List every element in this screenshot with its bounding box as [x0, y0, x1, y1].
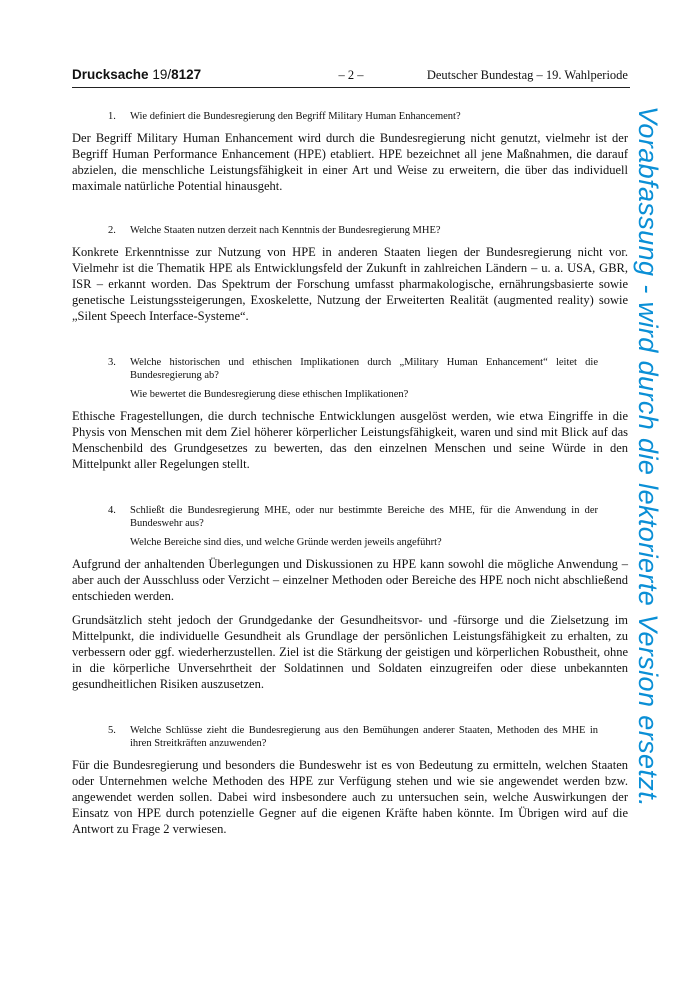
question-number: 4. — [108, 505, 116, 516]
answer-paragraph: Ethische Fragestellungen, die durch technische Entwicklungen ausgelöst werden, wie etwa Eingriffe in die Physis von Menschen mit dem Ziel höherer körperlicher Leistungsfähigkeit, waren und sind mit Blick auf das Menschenbild des Grundgesetzes zu bewerten, das den einzelnen Menschen und seine Würde in den Mittelpunkt aller Regelungen stellt. — [72, 409, 628, 471]
question — [108, 356, 598, 382]
question — [108, 504, 598, 530]
doc-type-label: Drucksache — [72, 67, 149, 82]
question — [108, 110, 598, 123]
question-text: Welche Staaten nutzen derzeit nach Kenntnis der Bundesregierung MHE? — [130, 225, 441, 236]
qa-block-3 — [72, 356, 628, 472]
doc-number-prefix: 19/ — [152, 67, 172, 82]
page-header — [72, 67, 630, 88]
sub-question-text: Welche Bereiche sind dies, und welche Gründe werden jeweils angeführt? — [130, 537, 442, 548]
answer-paragraph: Aufgrund der anhaltenden Überlegungen und Diskussionen zu HPE kann sowohl die mögliche Anwendung – aber auch der Ausschluss oder Verzicht – einzelner Methoden oder Bereiche des HPE noch nicht abschließend entschieden werden. — [72, 557, 628, 603]
question-number: 1. — [108, 111, 116, 122]
question-number: 5. — [108, 725, 116, 736]
watermark-text: Vorabfassung - wird durch die lektorierte Version ersetzt. — [633, 106, 663, 808]
answer-paragraph: Für die Bundesregierung und besonders die Bundeswehr ist es von Bedeutung zu ermitteln, welchen Staaten oder Unternehmen welche Methoden des HPE zur Verfügung stehen und wie sie angewendet werden bzw. angewendet werden sollen. Dabei wird insbesondere auch zu untersuchen sein, welche Auswirkungen der Einsatz von HPE durch potenzielle Gegner auf die eigenen Kräfte haben könnte. Im Übrigen wird auf die Antwort zu Frage 2 verwiesen. — [72, 758, 628, 836]
answer-paragraph: Konkrete Erkenntnisse zur Nutzung von HPE in anderen Staaten liegen der Bundesregierung nicht vor. Vielmehr ist die Thematik HPE als Entwicklungsfeld der Zukunft in zahlreichen Ländern – u. a. USA, GBR, ISR – erkannt worden. Das Spektrum der Forschung umfasst pharmakologische, ernährungsbasierte sowie genetische Leistungssteigerungen, Exoskelette, Nutzung der Erweiterten Realität (augmented reality) sowie „Silent Speech Interface-Systeme“. — [72, 245, 628, 323]
answer-paragraph: Der Begriff Military Human Enhancement wird durch die Bundesregierung nicht genutzt, vielmehr ist der Begriff Human Performance Enhancement (HPE) etabliert. HPE bezeichnet all jene Maßnahmen, die darauf abzielen, die menschliche Leistungsfähigkeit in einer Art und Weise zu erweitern, die über das individuell maximale natürliche Potential hinausgeht. — [72, 131, 628, 193]
qa-block-4 — [72, 504, 628, 692]
question-text: Wie definiert die Bundesregierung den Begriff Military Human Enhancement? — [130, 111, 461, 122]
qa-block-1 — [72, 110, 628, 194]
question-number: 2. — [108, 225, 116, 236]
qa-block-5 — [72, 724, 628, 837]
question-text: Welche historischen und ethischen Implikationen durch „Military Human Enhancement“ leitet die Bundesregierung ab? — [130, 357, 598, 381]
page-number: – 2 – — [338, 68, 364, 82]
question-text: Welche Schlüsse zieht die Bundesregierung aus den Bemühungen anderer Staaten, Methoden des MHE in ihren Streitkräften anzuwenden? — [130, 725, 598, 749]
draft-watermark — [632, 106, 686, 906]
question — [108, 224, 598, 237]
answer-paragraph: Grundsätzlich steht jedoch der Grundgedanke der Gesundheitsvor- und -fürsorge und die Zielsetzung im Mittelpunkt, die individuelle Gesundheit als Grundlage der persönlichen Leistungsfähigkeit zu erhalten, zu verbessern oder ggf. wiederherzustellen. Ziel ist die Stärkung der geistigen und körperlichen Robustheit, ohne in die körperliche Unversehrtheit der Soldatinnen und Soldaten einzugreifen oder diese unbekannten gesundheitlichen Risiken auszusetzen. — [72, 613, 628, 691]
document-body — [72, 110, 628, 869]
question-number: 3. — [108, 357, 116, 368]
question-text: Schließt die Bundesregierung MHE, oder nur bestimmte Bereiche des MHE, für die Anwendung in der Bundeswehr aus? — [130, 505, 598, 529]
doc-number-main: 8127 — [171, 67, 202, 82]
question — [108, 724, 598, 750]
qa-block-2 — [72, 224, 628, 324]
sub-question-text: Wie bewertet die Bundesregierung diese ethischen Implikationen? — [130, 389, 409, 400]
header-parliament: Deutscher Bundestag – 19. Wahlperiode — [426, 68, 628, 82]
